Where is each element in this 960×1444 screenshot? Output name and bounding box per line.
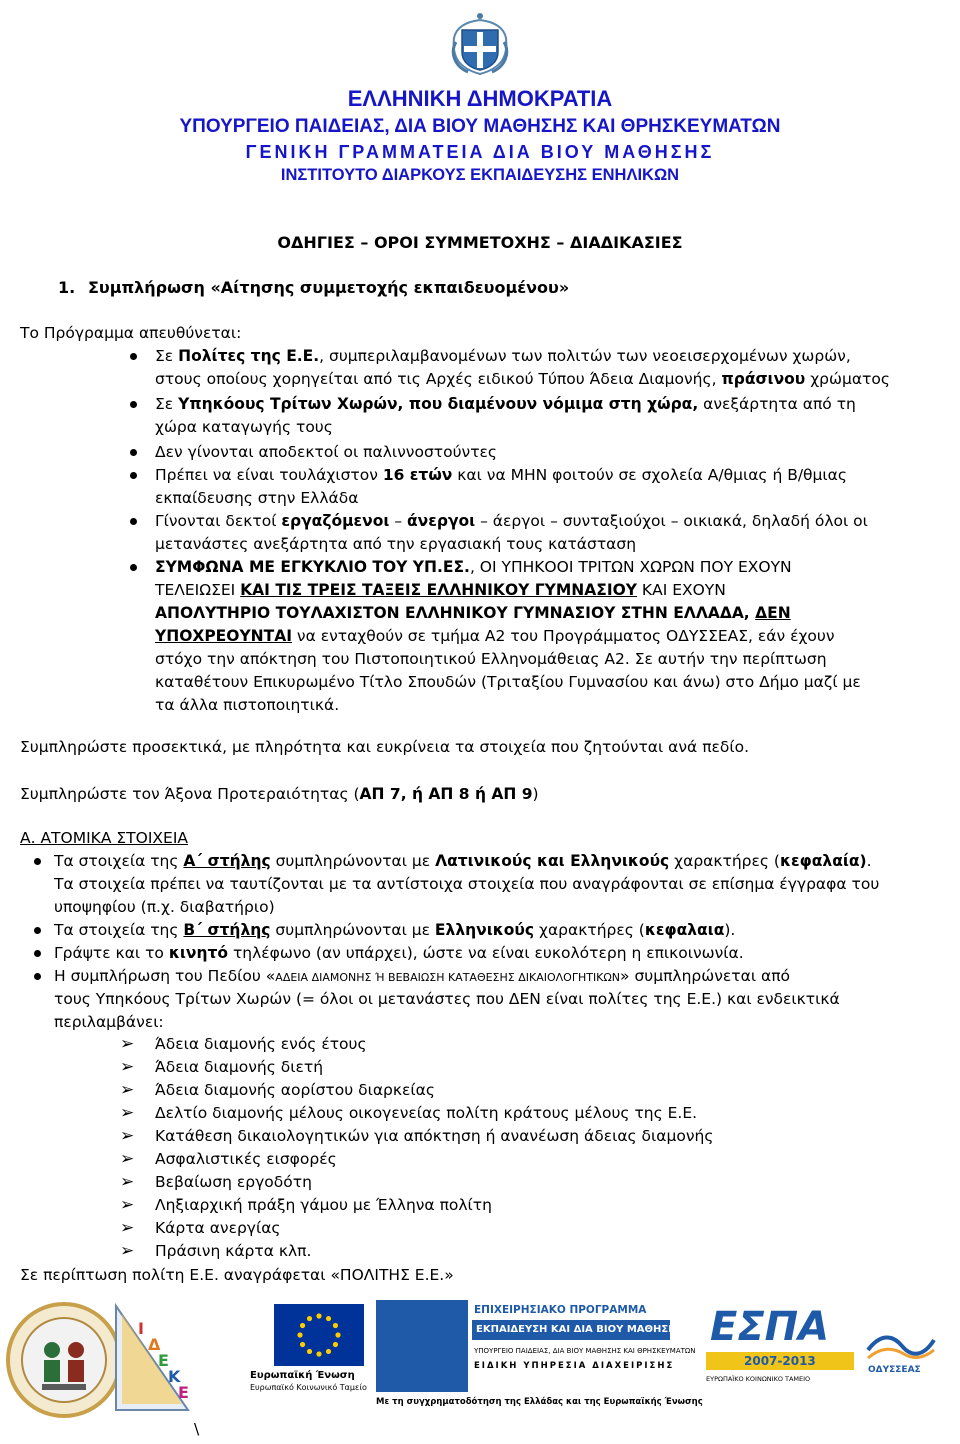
bullet-dot (130, 353, 137, 360)
document-item: Ασφαλιστικές εισφορές (155, 1150, 337, 1168)
emphasis: ΣΥΜΦΩΝΑ ΜΕ ΕΓΚΥΚΛΙΟ ΤΟΥ ΥΠ.ΕΣ. (155, 558, 470, 576)
header-ministry: ΥΠΟΥΡΓΕΙΟ ΠΑΙΔΕΙΑΣ, ΔΙΑ ΒΙΟΥ ΜΑΘΗΣΗΣ ΚΑΙ ΘΡΗΣΚΕΥΜΑΤΩΝ (179, 116, 781, 137)
emphasis: άνεργοι (407, 512, 476, 530)
emphasis: πράσινου (721, 370, 806, 388)
text: τηλέφωνο (αν υπάρχει), ώστε να είναι ευκολότερη η επικοινωνία. (228, 944, 744, 962)
document-item: Κάρτα ανεργίας (155, 1219, 281, 1237)
odysseas-label: ΟΔΥΣΣΕΑΣ (868, 1365, 921, 1375)
note-fill-carefully: Συμπληρώστε προσεκτικά, με πληρότητα και ευκρίνεια τα στοιχεία που ζητούνται ανά πεδίο. (20, 738, 750, 756)
eu-star (333, 1342, 338, 1347)
bullet-dot (130, 518, 137, 525)
bullet-circular-l3 (155, 602, 791, 624)
eu-star (316, 1351, 321, 1356)
eu-star (307, 1349, 312, 1354)
epeaek-mark (376, 1300, 468, 1392)
program-for-label: Το Πρόγραμμα απευθύνεται: (20, 324, 242, 342)
document-item: Πράσινη κάρτα κλπ. (155, 1242, 312, 1260)
emphasis: κινητό (168, 944, 229, 962)
eu-star (300, 1342, 305, 1347)
document-item: Δελτίο διαμονής μέλους οικογενείας πολίτη κράτους μέλους της Ε.Ε. (155, 1104, 698, 1122)
bullet-third-country-cont: χώρα καταγωγής τους (155, 418, 333, 436)
text: Γίνονται δεκτοί (155, 512, 282, 530)
eu-star (300, 1323, 305, 1328)
eu-star (316, 1313, 321, 1318)
ideke-seal-logo (4, 1300, 124, 1420)
bullet-circular-l7: τα άλλα πιστοποιητικά. (155, 696, 340, 714)
eu-label: Ευρωπαϊκή Ένωση (250, 1370, 355, 1381)
note-priority-axis (20, 783, 539, 805)
emphasis: Λατινικούς και Ελληνικούς (435, 852, 670, 870)
emphasis: ΑΠΟΛΥΤΗΡΙΟ ΤΟΥΛΑΧΙΣΤΟΝ ΕΛΛΗΝΙΚΟΥ ΓΥΜΝΑΣΙΟΥ ΣΤΗΝ ΕΛΛΑΔΑ, (155, 604, 756, 622)
section1-number: 1. (58, 278, 76, 297)
eu-star (335, 1332, 340, 1337)
epeaek-line1: ΕΠΙΧΕΙΡΗΣΙΑΚΟ ΠΡΟΓΡΑΜΜΑ (474, 1304, 647, 1316)
document-item: Βεβαίωση εργοδότη (155, 1173, 312, 1191)
arrow-bullet-icon: ➢ (120, 1103, 135, 1123)
eu-star (326, 1349, 331, 1354)
bullet-eu-citizens-cont (155, 368, 890, 390)
bullet-employment-cont: μετανάστες ανεξάρτητα από την εργασιακή τους κατάσταση (155, 535, 637, 553)
epeaek-logo (376, 1300, 696, 1392)
bullet-circular-l6: καταθέτουν Επικυρωμένο Τίτλο Σπουδών (Τριταξίου Γυμνασίου και άνω) στο Δήμο μαζί με (155, 673, 861, 691)
emphasis: ΚΑΙ ΤΙΣ ΤΡΕΙΣ ΤΑΞΕΙΣ ΕΛΛΗΝΙΚΟΥ ΓΥΜΝΑΣΙΟΥ (240, 581, 637, 599)
arrow-bullet-icon: ➢ (120, 1080, 135, 1100)
document-item: Άδεια διαμονής αορίστου διαρκείας (155, 1081, 435, 1099)
a-col-b (54, 919, 735, 941)
text: χρώματος (805, 370, 890, 388)
text: ανεξάρτητα από τη (698, 395, 856, 413)
emphasis: κεφαλαία) (779, 852, 867, 870)
bullet-eu-citizens (155, 345, 851, 367)
cofund-note: Με τη συγχρηματοδότηση της Ελλάδας και της Ευρωπαϊκής Ένωσης (376, 1397, 703, 1407)
a-col-a-l2: Τα στοιχεία πρέπει να ταυτίζονται με τα αντίστοιχα στοιχεία που αναγράφονται σε επίσημα έγγραφα του (54, 875, 880, 893)
text: – άεργοι – συνταξιούχοι – οικιακά, δηλαδή όλοι οι (475, 512, 868, 530)
emphasis: Πολίτες της Ε.Ε. (178, 347, 320, 365)
eu-star (333, 1323, 338, 1328)
text: Τα στοιχεία της (54, 921, 184, 939)
eu-flag-logo (274, 1304, 364, 1366)
emphasis: κεφαλαια (644, 921, 725, 939)
a-residence-field (54, 965, 790, 989)
ideke-letter: Ε (158, 1351, 169, 1370)
text: ΚΑΙ ΕΧΟΥΝ (637, 581, 726, 599)
header-institute: ΙΝΣΤΙΤΟΥΤΟ ΔΙΑΡΚΟΥΣ ΕΚΠΑΙΔΕΥΣΗΣ ΕΝΗΛΙΚΩΝ (280, 166, 680, 184)
bullet-circular-l2 (155, 579, 726, 601)
text: στους οποίους χορηγείται από τις Αρχές ειδικού Τύπου Άδεια Διαμονής, (155, 370, 722, 388)
emphasis: Α΄ στήλης (183, 852, 271, 870)
bullet-dot (34, 927, 41, 934)
text: να ενταχθούν σε τμήμα Α2 του Προγράμματος ΟΔΥΣΣΕΑΣ, εάν έχουν (291, 627, 835, 645)
text: » συμπληρώνεται από (620, 967, 791, 985)
text: , ΟΙ ΥΠΗΚΟΟΙ ΤΡΙΤΩΝ ΧΩΡΩΝ ΠΟΥ ΕΧΟΥΝ (469, 558, 792, 576)
text: Γράψτε και το (54, 944, 169, 962)
text: Πρέπει να είναι τουλάχιστον (155, 466, 383, 484)
bullet-age-cont: εκπαίδευσης στην Ελλάδα (155, 489, 359, 507)
emphasis: Ελληνικούς (434, 921, 535, 939)
bullet-circular-l4 (155, 625, 835, 647)
greek-coat-of-arms-icon (444, 8, 516, 82)
odysseas-logo (866, 1320, 936, 1384)
text: και να ΜΗΝ φοιτούν σε σχολεία Α/θμιας ή Β/θμιας (452, 466, 847, 484)
arrow-bullet-icon: ➢ (120, 1172, 135, 1192)
bullet-dot (34, 858, 41, 865)
text: Σε (155, 395, 179, 413)
closing-note: Σε περίπτωση πολίτη Ε.Ε. αναγράφεται «ΠΟΛΙΤΗΣ Ε.Ε.» (20, 1266, 454, 1284)
bullet-circular-l5: στόχο την απόκτηση του Πιστοποιητικού Ελληνομάθειας Α2. Σε αυτήν την περίπτωση (155, 650, 827, 668)
section-a-title: Α. ΑΤΟΜΙΚΑ ΣΤΟΙΧΕΙΑ (20, 829, 188, 847)
document-item: Ληξιαρχική πράξη γάμου με Έλληνα πολίτη (155, 1196, 492, 1214)
bullet-dot (130, 564, 137, 571)
ideke-letter: Ε (178, 1383, 189, 1402)
emphasis: Υπηκόους Τρίτων Χωρών, που διαμένουν νόμιμα στη χώρα, (178, 395, 699, 413)
text: ΤΕΛΕΙΩΣΕΙ (155, 581, 241, 599)
emphasis: ΔΕΝ (755, 604, 791, 622)
bullet-dot (130, 401, 137, 408)
arrow-bullet-icon: ➢ (120, 1241, 135, 1261)
text: χαρακτήρες ( (534, 921, 645, 939)
bullet-dot (130, 472, 137, 479)
espa-logo (700, 1300, 860, 1392)
document-item: Άδεια διαμονής διετή (155, 1058, 324, 1076)
header-secretariat: ΓΕΝΙΚΗ ΓΡΑΜΜΑΤΕΙΑ ΔΙΑ ΒΙΟΥ ΜΑΘΗΣΗΣ (245, 142, 715, 162)
a-col-a (54, 850, 872, 872)
text: Η συμπλήρωση του Πεδίου « (54, 967, 276, 985)
text: χαρακτήρες ( (669, 852, 780, 870)
eu-star (297, 1332, 302, 1337)
espa-years: 2007-2013 (744, 1354, 816, 1368)
document-title: ΟΔΗΓΙΕΣ – ΟΡΟΙ ΣΥΜΜΕΤΟΧΗΣ – ΔΙΑΔΙΚΑΣΙΕΣ (277, 233, 683, 252)
ideke-letter: Κ (168, 1367, 181, 1386)
arrow-bullet-icon: ➢ (120, 1218, 135, 1238)
a-residence-field-l2: τους Υπηκόους Τρίτων Χωρών (= όλοι οι μετανάστες που ΔΕΝ είναι πολίτες της Ε.Ε.) και ενδεικτικά (54, 990, 840, 1008)
epeaek-line3: ΥΠΟΥΡΓΕΙΟ ΠΑΙΔΕΙΑΣ, ΔΙΑ ΒΙΟΥ ΜΑΘΗΣΗΣ ΚΑΙ ΘΡΗΣΚΕΥΜΑΤΩΝ (474, 1347, 696, 1355)
text: Συμπληρώστε τον Άξονα Προτεραιότητας ( (20, 785, 360, 803)
ideke-letter: Δ (148, 1335, 161, 1354)
arrow-bullet-icon: ➢ (120, 1034, 135, 1054)
emphasis: εργαζόμενοι (281, 512, 390, 530)
bullet-employment (155, 510, 868, 532)
a-mobile (54, 942, 744, 964)
text: Τα στοιχεία της (54, 852, 184, 870)
bullet-dot (34, 950, 41, 957)
document-item: Άδεια διαμονής ενός έτους (155, 1035, 367, 1053)
bullet-age (155, 464, 847, 486)
emphasis: 16 ετών (382, 466, 453, 484)
emphasis: ΥΠΟΧΡΕΟΥΝΤΑΙ (155, 627, 292, 645)
text: Σε (155, 347, 179, 365)
bullet-returnees: Δεν γίνονται αποδεκτοί οι παλιννοστούντες (155, 443, 498, 461)
header-republic: ΕΛΛΗΝΙΚΗ ΔΗΜΟΚΡΑΤΙΑ (347, 86, 613, 111)
document-item: Κατάθεση δικαιολογητικών για απόκτηση ή ανανέωση άδειας διαμονής (155, 1127, 714, 1145)
a-residence-field-l3: περιλαμβάνει: (54, 1013, 164, 1031)
epeaek-line4: ΕΙΔΙΚΗ ΥΠΗΡΕΣΙΑ ΔΙΑΧΕΙΡΙΣΗΣ (474, 1361, 675, 1371)
text: ) (532, 785, 539, 803)
bullet-dot (34, 973, 41, 980)
arrow-bullet-icon: ➢ (120, 1057, 135, 1077)
field-name: ΑΔΕΙΑ ΔΙΑΜΟΝΗΣ Ή ΒΕΒΑΙΩΣΗ ΚΑΤΑΘΕΣΗΣ ΔΙΚΑΙΟΛΟΓΗΤΙΚΩΝ (275, 971, 621, 984)
ideke-letter: Ι (138, 1319, 144, 1338)
stray-backslash: \ (194, 1420, 200, 1438)
espa-sub: ΕΥΡΩΠΑΪΚΟ ΚΟΙΝΩΝΙΚΟ ΤΑΜΕΙΟ (706, 1375, 811, 1383)
eu-star (307, 1316, 312, 1321)
emphasis: Β΄ στήλης (183, 921, 271, 939)
epeaek-line2: ΕΚΠΑΙΔΕΥΣΗ ΚΑΙ ΔΙΑ ΒΙΟΥ ΜΑΘΗΣΗ (476, 1324, 677, 1335)
text: ). (724, 921, 736, 939)
odysseas-wave-icon (866, 1320, 936, 1364)
bullet-third-country (155, 393, 856, 415)
text: . (866, 852, 872, 870)
text: συμπληρώνονται με (270, 921, 435, 939)
section1-title: Συμπλήρωση «Αίτησης συμμετοχής εκπαιδευομένου» (88, 278, 570, 297)
emphasis: ΑΠ 7, ή ΑΠ 8 ή ΑΠ 9 (359, 785, 533, 803)
espa-title: ΕΣΠΑ (710, 1304, 830, 1350)
text: , συμπεριλαμβανομένων των πολιτών των νεοεισερχομένων χωρών, (319, 347, 851, 365)
bullet-dot (130, 449, 137, 456)
text: – (389, 512, 408, 530)
esf-label: Ευρωπαϊκό Κοινωνικό Ταμείο (250, 1383, 367, 1392)
a-col-a-l3: υποψηφίου (π.χ. διαβατήριο) (54, 898, 275, 916)
arrow-bullet-icon: ➢ (120, 1149, 135, 1169)
bullet-circular (155, 556, 792, 578)
text: συμπληρώνονται με (270, 852, 436, 870)
arrow-bullet-icon: ➢ (120, 1126, 135, 1146)
eu-star (326, 1316, 331, 1321)
arrow-bullet-icon: ➢ (120, 1195, 135, 1215)
